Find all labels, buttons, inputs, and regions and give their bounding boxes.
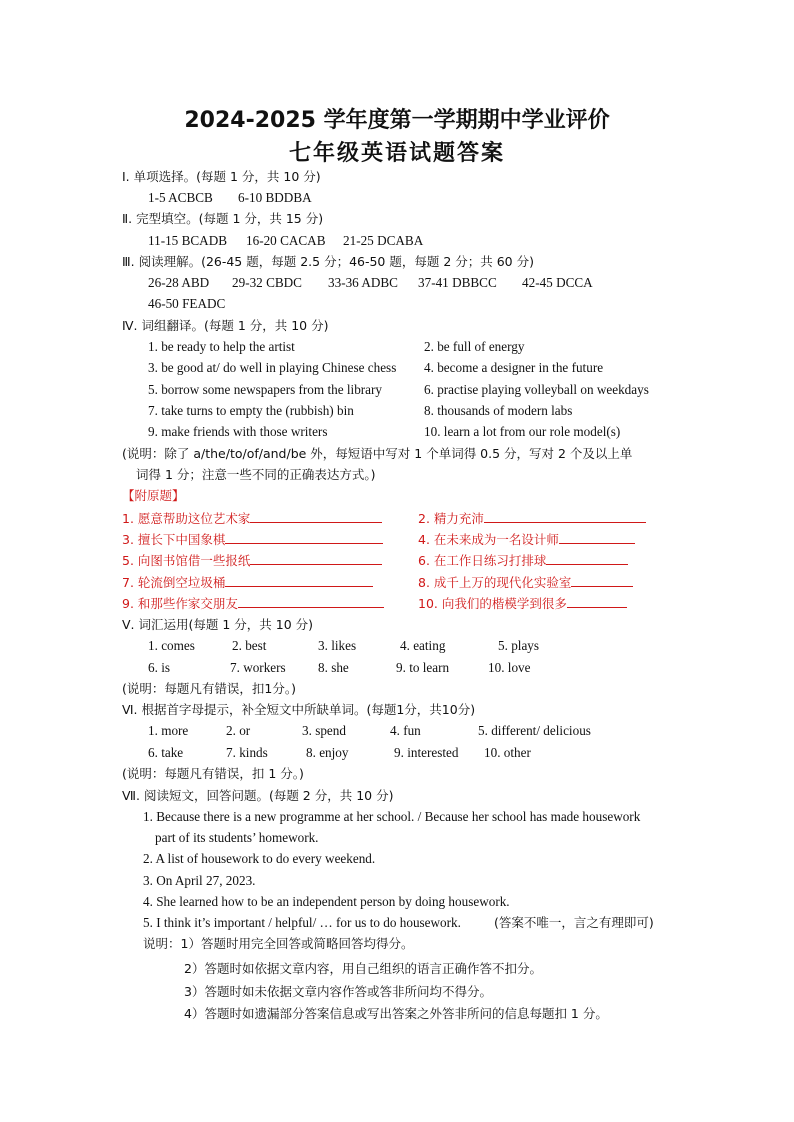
phrase-answer: 8. thousands of modern labs (424, 403, 573, 418)
answer-group: 21-25 DCABA (343, 233, 424, 248)
word-answer: 1. more (148, 723, 189, 738)
word-answer: 3. likes (318, 638, 357, 653)
section-4-note: (说明：除了 a/the/to/of/and/be 外，每短语中写对 1 个单词得 0.5 分，写对 2 个及以上单 (122, 446, 633, 461)
word-answer: 5. different/ delicious (478, 723, 591, 738)
word-answer: 3. spend (302, 723, 346, 738)
original-question: 10. 向我们的楷模学到很多 (418, 594, 627, 613)
reading-answer: 3. On April 27, 2023. (143, 873, 256, 888)
answer-group: 1-5 ACBCB (148, 190, 213, 205)
reading-answer: 2. A list of housework to do every weekend. (143, 851, 376, 866)
answer-group: 37-41 DBBCC (418, 275, 497, 290)
answer-group: 6-10 BDDBA (238, 190, 312, 205)
section-7-note: 2）答题时如依据文章内容，用自己组织的语言正确作答不扣分。 (184, 961, 542, 976)
reading-answer: 5. I think it’s important / helpful/ … for us to do housework. (143, 915, 461, 930)
word-answer: 2. or (226, 723, 251, 738)
word-answer: 7. workers (230, 660, 286, 675)
section-7-header: Ⅶ. 阅读短文，回答问题。(每题 2 分，共 10 分) (122, 788, 394, 803)
phrase-answer: 3. be good at/ do well in playing Chinese chess (148, 360, 397, 375)
word-answer: 8. she (318, 660, 349, 675)
answer-group: 33-36 ADBC (328, 275, 398, 290)
word-answer: 10. love (488, 660, 531, 675)
section-4-header: Ⅳ. 词组翻译。(每题 1 分，共 10 分) (122, 318, 329, 333)
answer-group: 26-28 ABD (148, 275, 210, 290)
section-5-header: Ⅴ. 词汇运用(每题 1 分，共 10 分) (122, 617, 314, 632)
section-7-note: 3）答题时如未依据文章内容作答或答非所问均不得分。 (184, 984, 492, 999)
phrase-answer: 4. become a designer in the future (424, 360, 604, 375)
phrase-answer: 9. make friends with those writers (148, 424, 328, 439)
answer-group: 46-50 FEADC (148, 296, 226, 311)
word-answer: 1. comes (148, 638, 195, 653)
section-7-note: 说明：1）答题时用完全回答或简略回答均得分。 (143, 936, 414, 951)
page-subtitle: 七年级英语试题答案 (288, 141, 505, 166)
original-question: 3. 擅长下中国象棋 (122, 530, 383, 549)
section-3-header: Ⅲ. 阅读理解。(26-45 题，每题 2.5 分；46-50 题，每题 2 分；共 60 分) (122, 254, 534, 269)
original-questions-header: 【附原题】 (122, 488, 185, 503)
section-5-note: (说明：每题凡有错误，扣1分。) (122, 681, 296, 696)
reading-answer: 1. Because there is a new programme at her school. / Because her school has made housework (143, 809, 641, 824)
section-6-note: (说明：每题凡有错误，扣 1 分。) (122, 766, 304, 781)
word-answer: 9. to learn (396, 660, 450, 675)
original-question: 6. 在工作日练习打排球 (418, 551, 628, 570)
original-question: 8. 成千上万的现代化实验室 (418, 573, 633, 592)
phrase-answer: 1. be ready to help the artist (148, 339, 295, 354)
phrase-answer: 5. borrow some newspapers from the library (148, 382, 383, 397)
answer-group: 29-32 CBDC (232, 275, 302, 290)
original-question: 5. 向图书馆借一些报纸 (122, 551, 382, 570)
reading-answer: 4. She learned how to be an independent person by doing housework. (143, 894, 510, 909)
section-7-note: 4）答题时如遗漏部分答案信息或写出答案之外答非所问的信息每题扣 1 分。 (184, 1006, 608, 1021)
word-answer: 2. best (232, 638, 267, 653)
answer-group: 11-15 BCADB (148, 233, 228, 248)
original-question: 7. 轮流倒空垃圾桶 (122, 573, 373, 592)
reading-answer: part of its students’ homework. (155, 830, 319, 845)
word-answer: 4. fun (390, 723, 421, 738)
original-question: 2. 精力充沛 (418, 509, 646, 528)
reading-answer-note: (答案不唯一，言之有理即可) (494, 915, 654, 930)
section-4-note: 词得 1 分；注意一些不同的正确表达方式。) (136, 467, 376, 482)
original-question: 4. 在未来成为一名设计师 (418, 530, 635, 549)
word-answer: 6. is (148, 660, 170, 675)
phrase-answer: 2. be full of energy (424, 339, 525, 354)
section-2-header: Ⅱ. 完型填空。(每题 1 分，共 15 分) (122, 211, 324, 226)
word-answer: 7. kinds (226, 745, 268, 760)
phrase-answer: 7. take turns to empty the (rubbish) bin (148, 403, 354, 418)
phrase-answer: 10. learn a lot from our role model(s) (424, 424, 621, 439)
answer-group: 16-20 CACAB (246, 233, 326, 248)
word-answer: 6. take (148, 745, 184, 760)
word-answer: 8. enjoy (306, 745, 349, 760)
word-answer: 9. interested (394, 745, 459, 760)
word-answer: 4. eating (400, 638, 446, 653)
answer-group: 42-45 DCCA (522, 275, 593, 290)
page-title: 2024-2025 学年度第一学期期中学业评价 (184, 108, 610, 133)
phrase-answer: 6. practise playing volleyball on weekdays (424, 382, 649, 397)
section-1-header: Ⅰ. 单项选择。(每题 1 分，共 10 分) (122, 169, 321, 184)
original-question: 9. 和那些作家交朋友 (122, 594, 384, 613)
section-6-header: Ⅵ. 根据首字母提示，补全短文中所缺单词。(每题1分，共10分) (122, 702, 476, 717)
word-answer: 10. other (484, 745, 531, 760)
original-question: 1. 愿意帮助这位艺术家 (122, 509, 382, 528)
word-answer: 5. plays (498, 638, 540, 653)
